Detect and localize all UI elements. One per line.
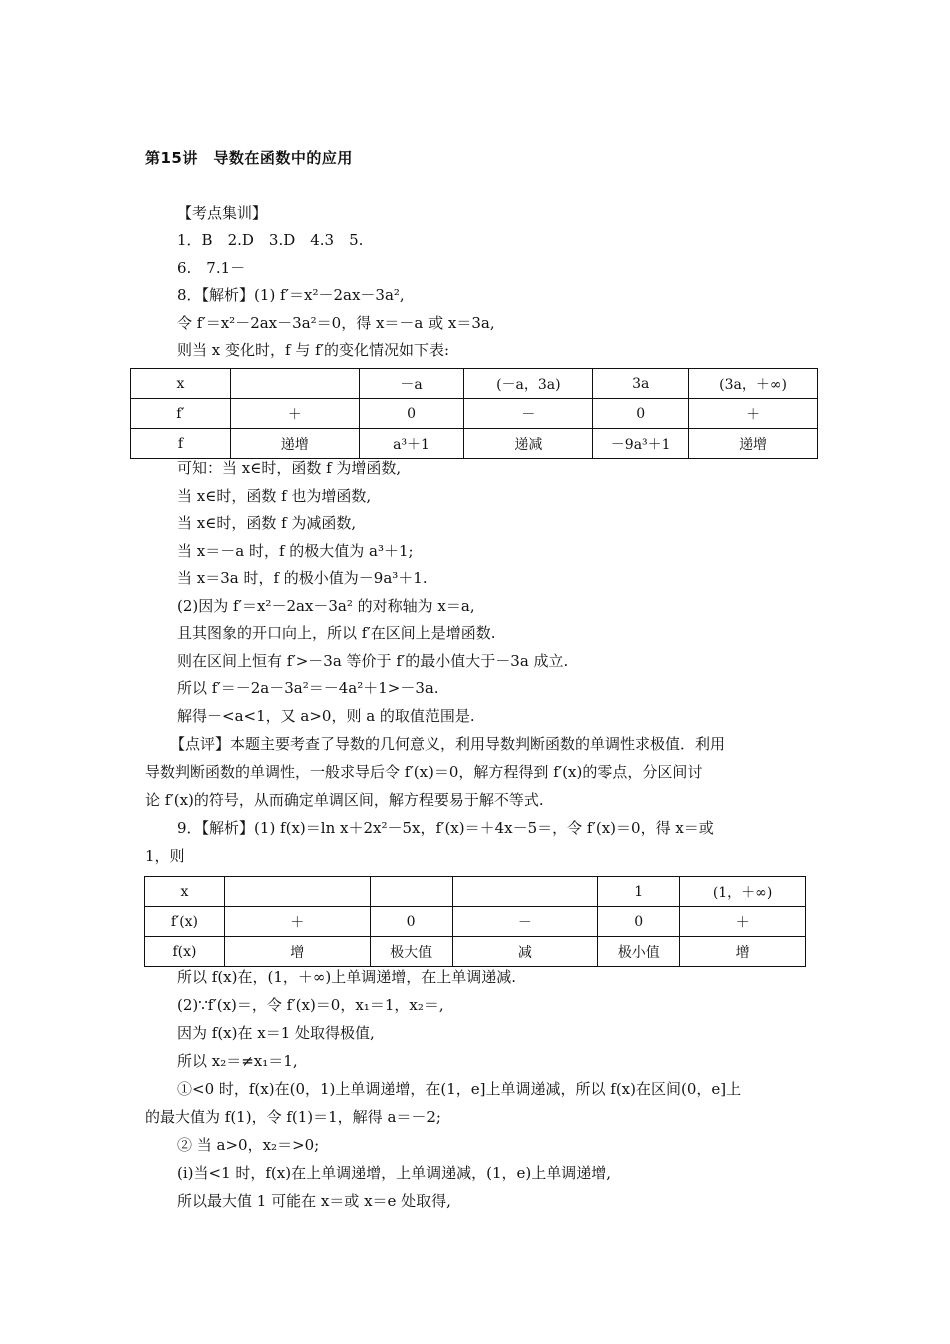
variation-table-2 [144, 876, 806, 967]
solution-line: 因为 f(x)在 x＝1 处取得极值, [177, 1024, 375, 1042]
table-cell: 1 [598, 877, 680, 907]
table-cell: x [131, 369, 231, 399]
solution-line: 则在区间上恒有 f′>－3a 等价于 f′的最小值大于－3a 成立. [177, 652, 569, 670]
table-cell [224, 877, 370, 907]
solution-line: 当 x＝－a 时，f 的极大值为 a³＋1; [177, 542, 414, 560]
answer-line: 1．B 2.D 3.D 4.3 5. [177, 231, 364, 249]
solution-line: (2)因为 f′＝x²－2ax－3a² 的对称轴为 x＝a, [177, 597, 475, 615]
variation-table-1 [130, 368, 818, 459]
table-cell: ＋ [680, 907, 806, 937]
solution-line: 可知：当 x∈时，函数 f 为增函数, [177, 459, 402, 477]
solution-line: 解得－<a<1，又 a>0，则 a 的取值范围是. [177, 707, 475, 725]
solution-line: 所以 f(x)在，(1，＋∞)上单调递增，在上单调递减. [177, 968, 516, 986]
table-cell: 递增 [689, 429, 818, 459]
table-row [131, 399, 818, 429]
table-cell: 0 [370, 907, 452, 937]
table-cell: － [452, 907, 598, 937]
table-cell: 极大值 [370, 937, 452, 967]
table-cell [452, 877, 598, 907]
table-cell [370, 877, 452, 907]
page-title: 第15讲 导数在函数中的应用 [145, 149, 353, 167]
table-row [145, 877, 806, 907]
solution-line: 令 f′＝x²－2ax－3a²＝0，得 x＝－a 或 x＝3a, [177, 314, 495, 332]
question-line: 1，则 [145, 847, 185, 865]
table-cell: x [145, 877, 225, 907]
answer-line: 6. 7.1－ [177, 259, 246, 277]
table-cell: 增 [224, 937, 370, 967]
table-row [145, 937, 806, 967]
table-cell: 3a [593, 369, 689, 399]
table-cell [230, 369, 359, 399]
table-cell: － [464, 399, 593, 429]
solution-line: (2)∵f′(x)＝，令 f′(x)＝0，x₁＝1，x₂＝, [177, 996, 444, 1014]
table-cell: (3a，＋∞) [689, 369, 818, 399]
table-cell: ＋ [230, 399, 359, 429]
table-cell: 减 [452, 937, 598, 967]
table-cell: ＋ [224, 907, 370, 937]
table-cell: f [131, 429, 231, 459]
table-row [131, 429, 818, 459]
solution-line: 所以 f′＝－2a－3a²＝－4a²＋1>－3a. [177, 679, 439, 697]
table-cell: 极小值 [598, 937, 680, 967]
solution-line: ①<0 时，f(x)在(0，1)上单调递增，在(1，e]上单调递减，所以 f(x)在区间(0，e]上 [177, 1080, 742, 1098]
table-cell: f′ [131, 399, 231, 429]
solution-line: ② 当 a>0，x₂＝>0; [177, 1136, 320, 1154]
solution-line: 8．【解析】(1) f′＝x²－2ax－3a², [177, 286, 405, 304]
table-row [131, 369, 818, 399]
comment-line: 导数判断函数的单调性，一般求导后令 f′(x)＝0，解方程得到 f′(x)的零点，分区间讨 [145, 763, 703, 781]
solution-line: (ⅰ)当<1 时，f(x)在上单调递增，上单调递减，(1，e)上单调递增, [177, 1164, 611, 1182]
solution-line: 则当 x 变化时，f 与 f′的变化情况如下表: [177, 341, 450, 359]
solution-line: 当 x＝3a 时，f 的极小值为－9a³＋1. [177, 569, 428, 587]
table-cell: 递增 [230, 429, 359, 459]
comment-line: 【点评】本题主要考查了导数的几何意义，利用导数判断函数的单调性求极值．利用 [170, 735, 726, 753]
solution-line: 所以 x₂＝≠x₁＝1, [177, 1052, 298, 1070]
table-cell: 0 [359, 399, 464, 429]
table-row [145, 907, 806, 937]
table-cell: 0 [593, 399, 689, 429]
solution-line: 当 x∈时，函数 f 为减函数, [177, 514, 357, 532]
comment-line: 论 f′(x)的符号，从而确定单调区间，解方程要易于解不等式. [145, 791, 544, 809]
table-cell: －a [359, 369, 464, 399]
section-heading: 【考点集训】 [177, 204, 268, 222]
solution-line: 当 x∈时，函数 f 也为增函数, [177, 487, 372, 505]
solution-line: 所以最大值 1 可能在 x＝或 x＝e 处取得, [177, 1192, 451, 1210]
table-cell: f(x) [145, 937, 225, 967]
table-cell: a³＋1 [359, 429, 464, 459]
table-cell: 递减 [464, 429, 593, 459]
question-line: 9．【解析】(1) f(x)＝ln x＋2x²－5x，f′(x)＝＋4x－5＝，令 f′(x)＝0，得 x＝或 [177, 819, 714, 837]
table-cell: －9a³＋1 [593, 429, 689, 459]
table-cell: 0 [598, 907, 680, 937]
table-cell: (1，＋∞) [680, 877, 806, 907]
solution-line: 且其图象的开口向上，所以 f′在区间上是增函数. [177, 624, 496, 642]
table-cell: f′(x) [145, 907, 225, 937]
table-cell: (－a，3a) [464, 369, 593, 399]
table-cell: ＋ [689, 399, 818, 429]
table-cell: 增 [680, 937, 806, 967]
solution-line: 的最大值为 f(1)，令 f(1)＝1，解得 a＝－2; [145, 1108, 441, 1126]
